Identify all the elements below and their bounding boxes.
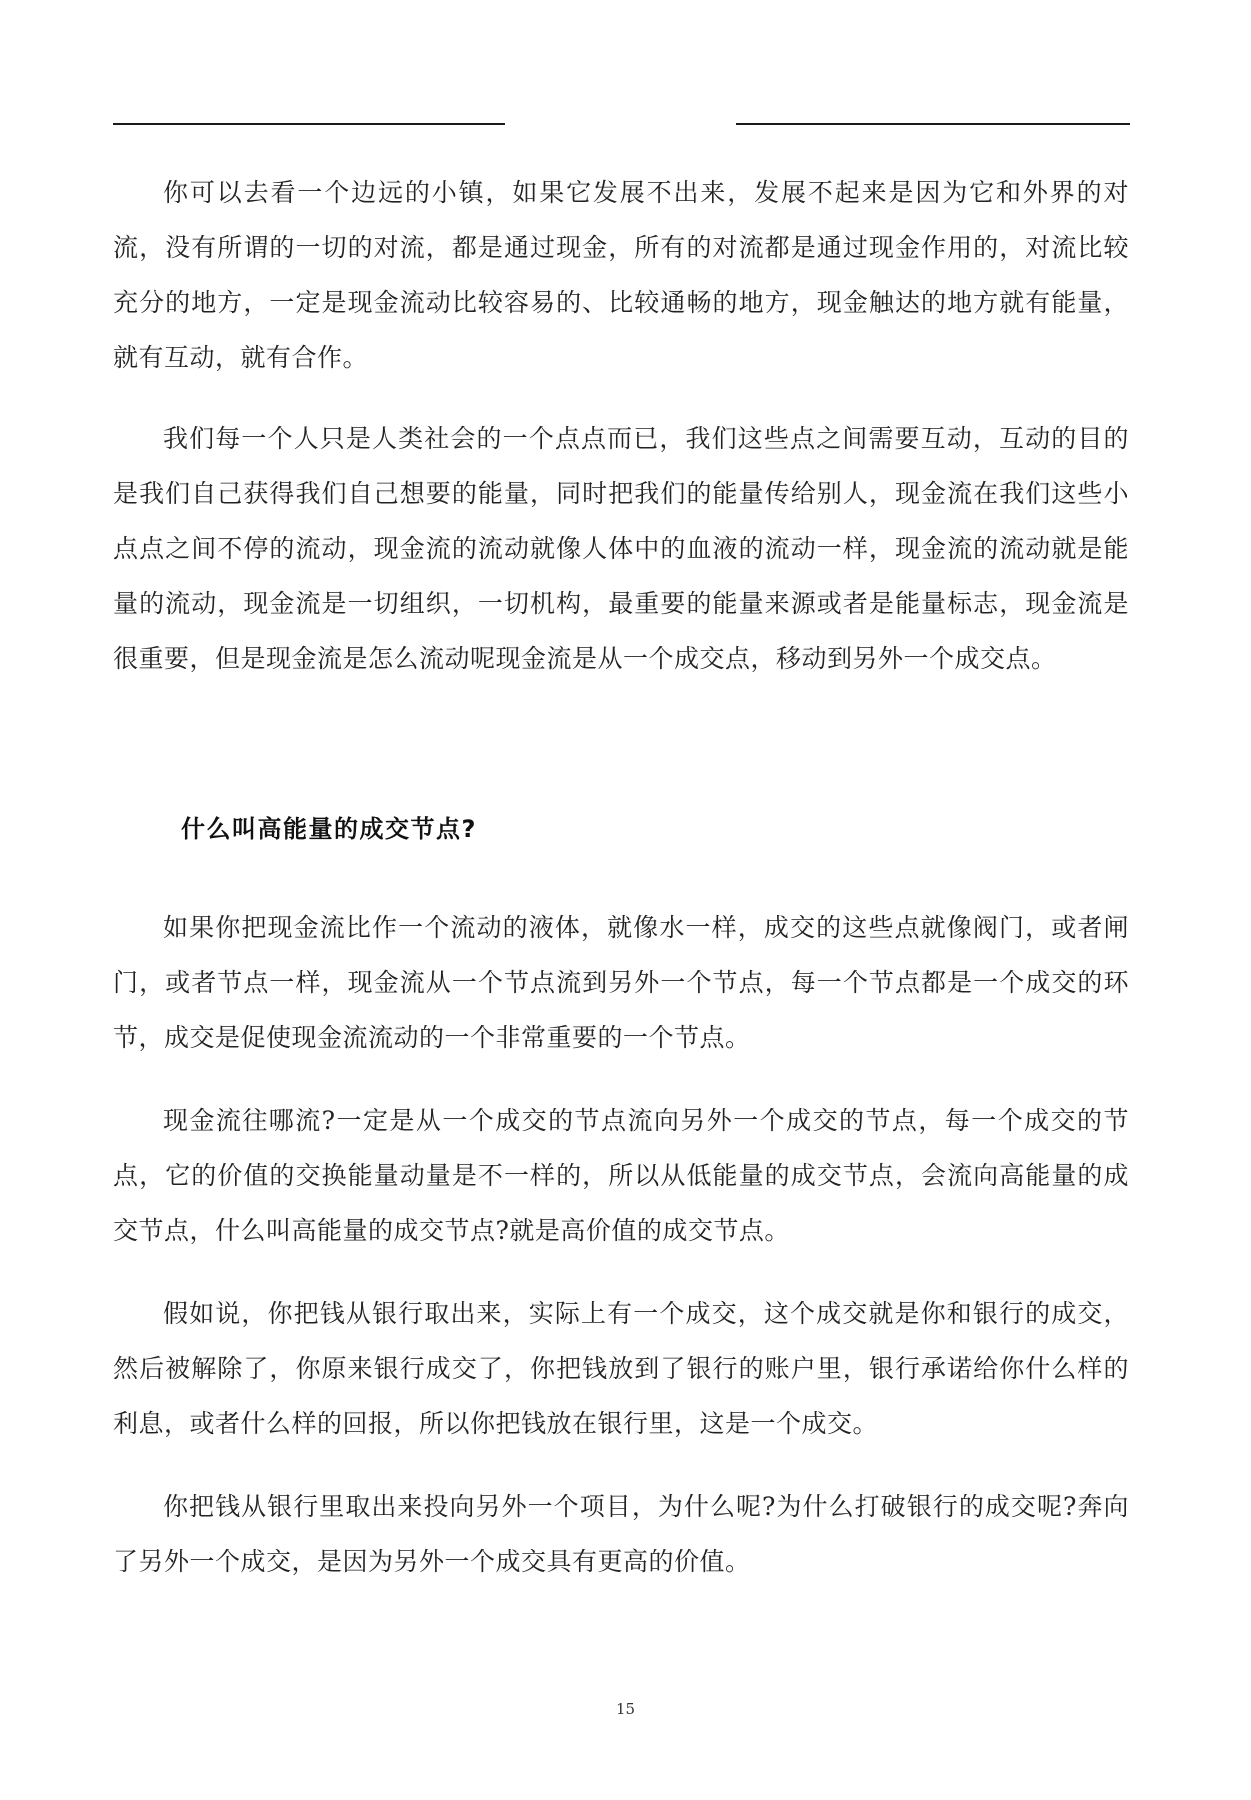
paragraph: 假如说，你把钱从银行取出来，实际上有一个成交，这个成交就是你和银行的成交，然后被解除了，你原来银行成交了，你把钱放到了银行的账户里，银行承诺给你什么样的利息，或者什么样的回报，所以你把钱放在银行里，这是一个成交。 bbox=[113, 1299, 1129, 1438]
page-number: 15 bbox=[615, 1700, 636, 1718]
paragraph: 如果你把现金流比作一个流动的液体，就像水一样，成交的这些点就像阀门，或者闸门，或者节点一样，现金流从一个节点流到另外一个节点，每一个节点都是一个成交的环节，成交是促使现金流流动的一个非常重要的一个节点。 bbox=[113, 913, 1129, 1052]
paragraph: 现金流往哪流?一定是从一个成交的节点流向另外一个成交的节点，每一个成交的节点，它的价值的交换能量动量是不一样的，所以从低能量的成交节点，会流向高能量的成交节点，什么叫高能量的成交节点?就是高价值的成交节点。 bbox=[113, 1106, 1129, 1245]
header-rule-right bbox=[736, 123, 1130, 125]
page-body bbox=[113, 165, 1129, 1589]
paragraph: 你把钱从银行里取出来投向另外一个项目，为什么呢?为什么打破银行的成交呢?奔向了另外一个成交，是因为另外一个成交具有更高的价值。 bbox=[113, 1492, 1129, 1576]
section-heading-wrap bbox=[113, 804, 1129, 854]
section-heading: 什么叫高能量的成交节点? bbox=[181, 815, 477, 843]
paragraph: 你可以去看一个边远的小镇，如果它发展不出来，发展不起来是因为它和外界的对流，没有所谓的一切的对流，都是通过现金，所有的对流都是通过现金作用的，对流比较充分的地方，一定是现金流动比较容易的、比较通畅的地方，现金触达的地方就有能量，就有互动，就有合作。 bbox=[113, 178, 1129, 372]
header-rule-left bbox=[113, 123, 505, 125]
paragraph: 我们每一个人只是人类社会的一个点点而已，我们这些点之间需要互动，互动的目的是我们自己获得我们自己想要的能量，同时把我们的能量传给别人，现金流在我们这些小点点之间不停的流动，现金流的流动就像人体中的血液的流动一样，现金流的流动就是能量的流动，现金流是一切组织，一切机构，最重要的能量来源或者是能量标志，现金流是很重要，但是现金流是怎么流动呢现金流是从一个成交点，移动到另外一个成交点。 bbox=[113, 424, 1129, 673]
